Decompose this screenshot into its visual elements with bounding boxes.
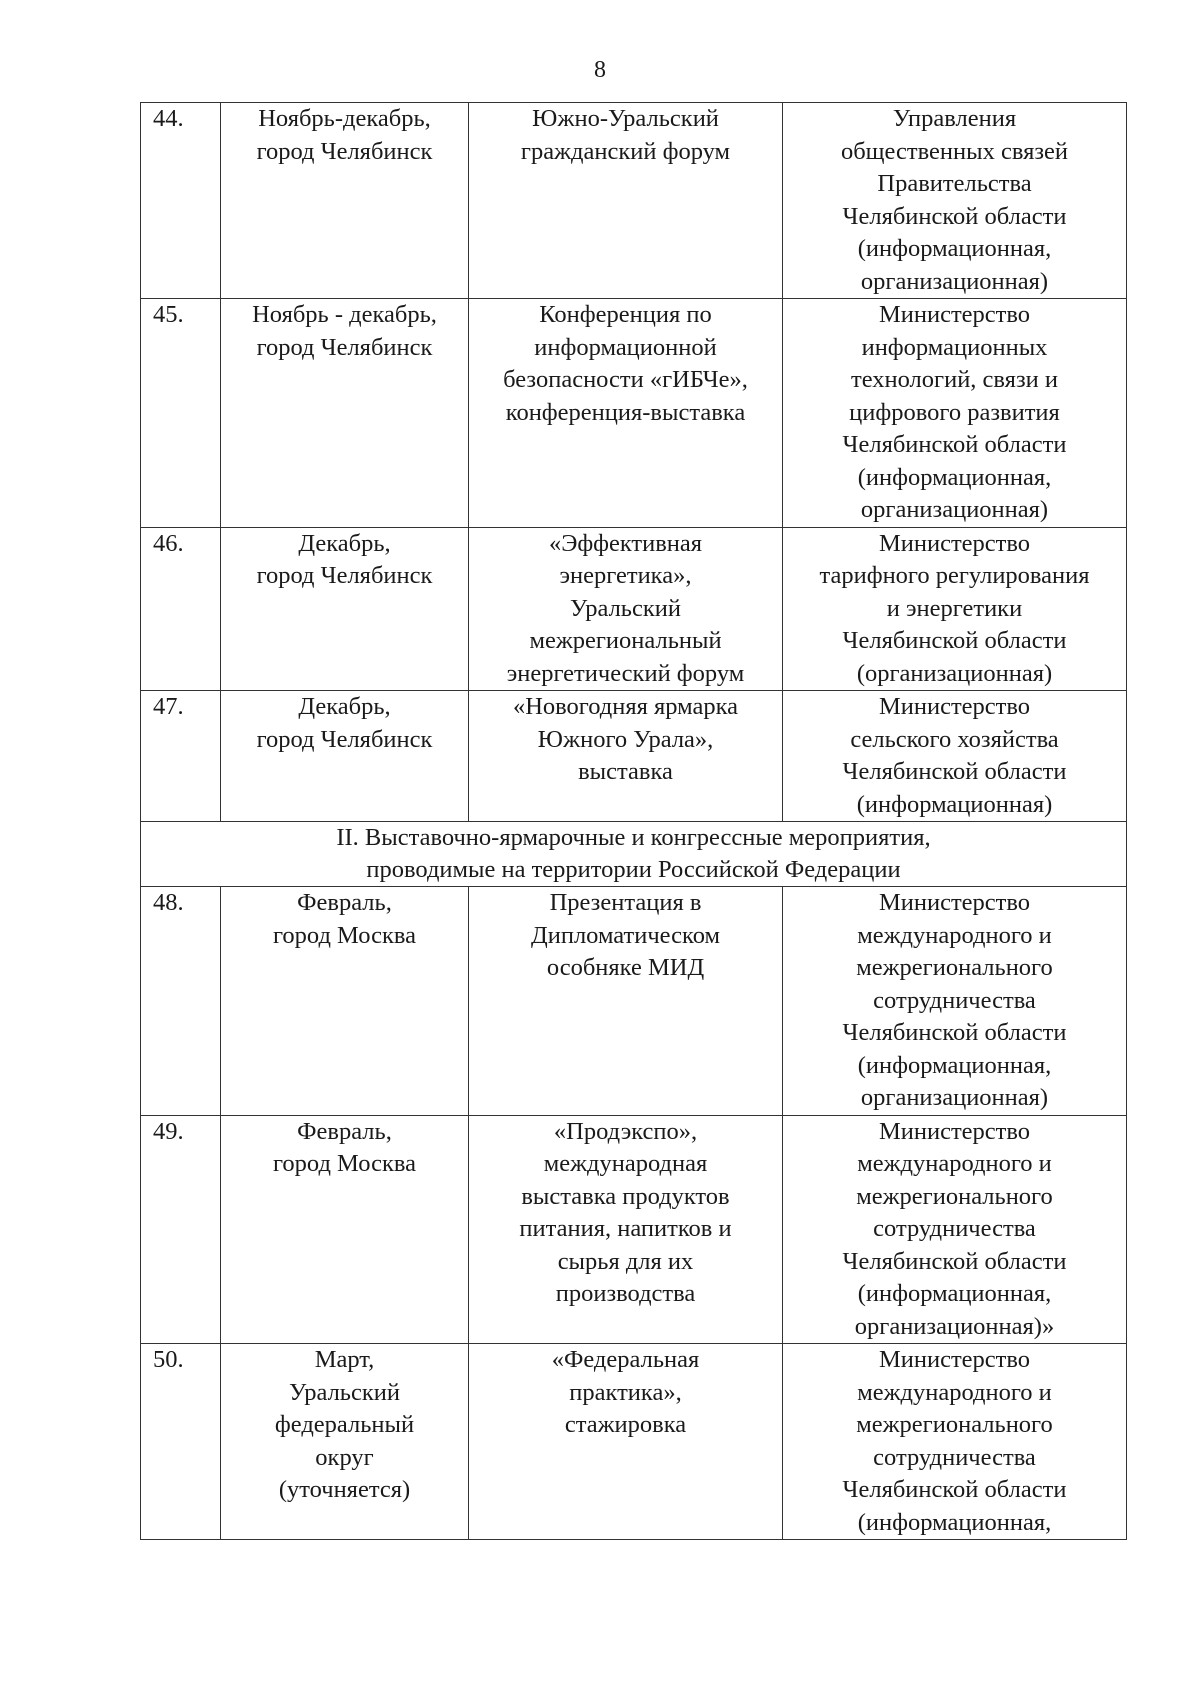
page-number: 8	[594, 57, 606, 83]
organizer-cell: Управления общественных связей Правительства Челябинской области (информационная, организационная)	[783, 103, 1127, 299]
table-row	[141, 1344, 1127, 1540]
organizer-cell: Министерство международного и межрегионального сотрудничества Челябинской области (информационная, организационная)	[783, 887, 1127, 1116]
date-place-cell: Ноябрь - декабрь, город Челябинск	[221, 299, 469, 528]
organizer-cell: Министерство международного и межрегионального сотрудничества Челябинской области (информационная,	[783, 1344, 1127, 1540]
table-row	[141, 887, 1127, 1116]
row-number: 49.	[141, 1115, 221, 1344]
event-cell: Презентация в Дипломатическом особняке МИД	[469, 887, 783, 1116]
date-place-cell: Ноябрь-декабрь, город Челябинск	[221, 103, 469, 299]
row-number: 47.	[141, 691, 221, 822]
event-cell: «Федеральная практика», стажировка	[469, 1344, 783, 1540]
table-row	[141, 299, 1127, 528]
table-row	[141, 691, 1127, 822]
row-number: 46.	[141, 527, 221, 691]
event-cell: Конференция по информационной безопасности «гИБЧе», конференция-выставка	[469, 299, 783, 528]
table-row	[141, 1115, 1127, 1344]
event-cell: Южно-Уральский гражданский форум	[469, 103, 783, 299]
section-heading-row	[141, 822, 1127, 887]
date-place-cell: Февраль, город Москва	[221, 887, 469, 1116]
row-number: 50.	[141, 1344, 221, 1540]
date-place-cell: Март, Уральский федеральный округ (уточняется)	[221, 1344, 469, 1540]
section-heading: II. Выставочно-ярмарочные и конгрессные мероприятия, проводимые на территории Российской Федерации	[141, 822, 1127, 887]
event-cell: «Продэкспо», международная выставка продуктов питания, напитков и сырья для их производства	[469, 1115, 783, 1344]
date-place-cell: Февраль, город Москва	[221, 1115, 469, 1344]
organizer-cell: Министерство международного и межрегионального сотрудничества Челябинской области (информационная, организационная)»	[783, 1115, 1127, 1344]
event-cell: «Новогодняя ярмарка Южного Урала», выставка	[469, 691, 783, 822]
row-number: 44.	[141, 103, 221, 299]
date-place-cell: Декабрь, город Челябинск	[221, 527, 469, 691]
row-number: 45.	[141, 299, 221, 528]
table-row	[141, 527, 1127, 691]
organizer-cell: Министерство сельского хозяйства Челябинской области (информационная)	[783, 691, 1127, 822]
events-table	[140, 102, 1127, 1540]
organizer-cell: Министерство информационных технологий, связи и цифрового развития Челябинской области (информационная, организационная)	[783, 299, 1127, 528]
date-place-cell: Декабрь, город Челябинск	[221, 691, 469, 822]
organizer-cell: Министерство тарифного регулирования и энергетики Челябинской области (организационная)	[783, 527, 1127, 691]
event-cell: «Эффективная энергетика», Уральский межрегиональный энергетический форум	[469, 527, 783, 691]
events-table-body	[141, 103, 1127, 1540]
table-row	[141, 103, 1127, 299]
row-number: 48.	[141, 887, 221, 1116]
